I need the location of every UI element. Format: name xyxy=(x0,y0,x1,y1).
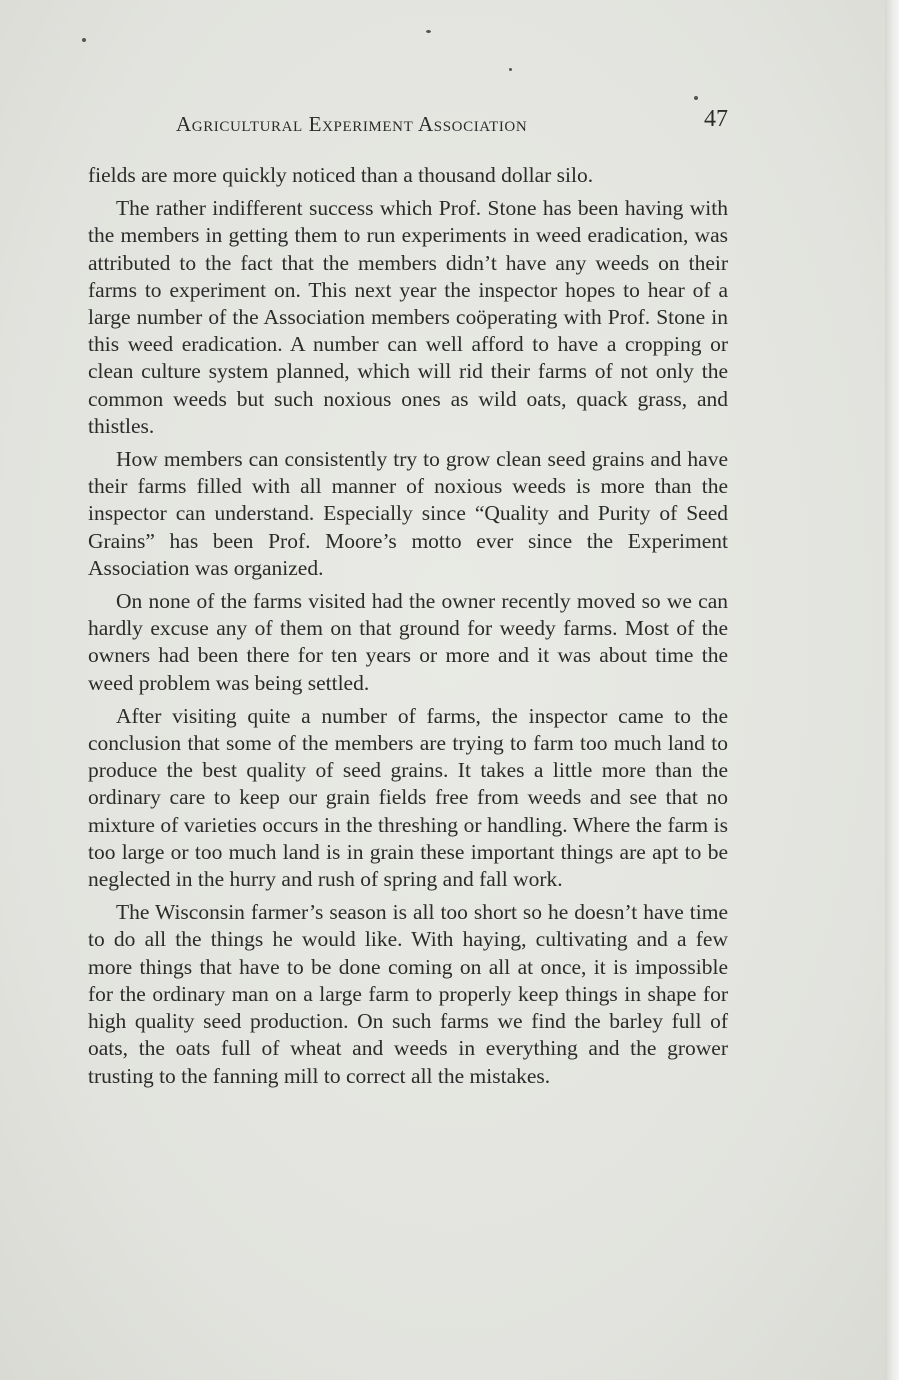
body-text xyxy=(88,162,728,1096)
paper-speck xyxy=(694,96,698,100)
page-header xyxy=(176,106,728,140)
page-number: 47 xyxy=(704,106,728,132)
paragraph: On none of the farms visited had the owner recently moved so we can hardly excuse any of them on that ground for weedy farms. Most of the owners had been there for ten years or more and it was about time the weed problem was being settled. xyxy=(88,589,728,695)
paragraph: After visiting quite a number of farms, the inspector came to the conclusion that some of the members are trying to farm too much land to produce the best quality of seed grains. It takes a little more than the ordinary care to keep our grain fields free from weeds and see that no mixture of varieties occurs in the threshing or handling. Where the farm is too large or too much land is in grain these important things are apt to be neglected in the hurry and rush of spring and fall work. xyxy=(88,703,728,892)
paper-speck xyxy=(426,30,431,33)
running-head: Agricultural Experiment Association xyxy=(176,112,528,136)
paragraph: The Wisconsin farmer’s season is all too short so he doesn’t have time to do all the things he would like. With haying, cultivating and a few more things that have to be done coming on all at once, it is impossible for the ordinary man on a large farm to properly keep things in shape for high quality seed production. On such farms we find the barley full of oats, the oats full of wheat and weeds in everything and the grower trusting to the fanning mill to correct all the mistakes. xyxy=(88,900,728,1088)
paragraph: The rather indifferent success which Prof. Stone has been having with the members in getting them to run experiments in weed eradication, was attributed to the fact that the members didn’t have any weeds on their farms to experiment on. This next year the inspector hopes to hear of a large number of the Association members coöperating with Prof. Stone in this weed eradication. A number can well afford to have a cropping or clean culture system planned, which will rid their farms of not only the common weeds but such noxious ones as wild oats, quack grass, and thistles. xyxy=(88,196,728,438)
paragraph: How members can consistently try to grow clean seed grains and have their farms filled with all manner of noxious weeds is more than the inspector can understand. Especially since “Quality and Purity of Seed Grains” has been Prof. Moore’s motto ever since the Experiment Association was organized. xyxy=(88,447,728,580)
paper-speck xyxy=(82,38,86,42)
paragraph: fields are more quickly noticed than a thousand dollar silo. xyxy=(88,163,594,187)
page-edge-shadow xyxy=(885,0,899,1380)
paper-speck xyxy=(509,68,512,71)
